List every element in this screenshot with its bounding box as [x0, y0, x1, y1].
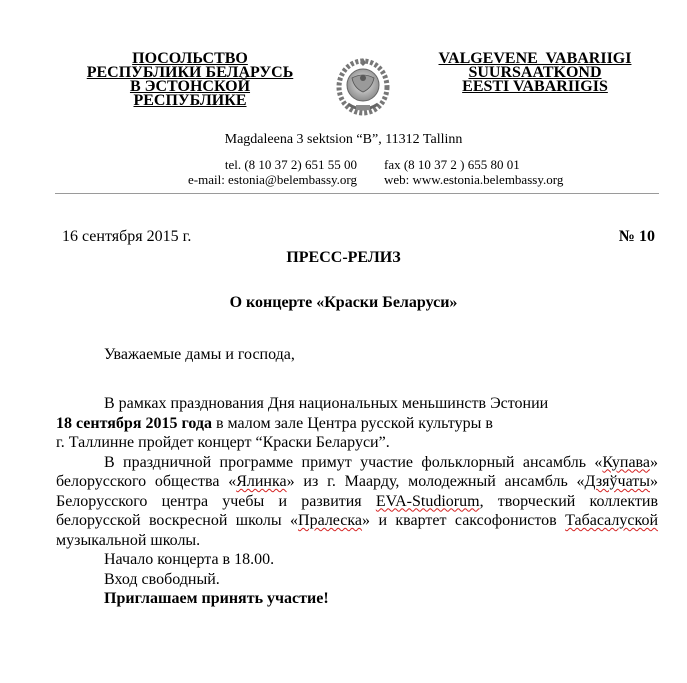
contact-left — [188, 157, 357, 187]
document-number: № 10 — [618, 228, 655, 245]
concert-start-time: Начало концерта в 18.00. — [104, 551, 275, 568]
press-release-subject: О концерте «Краски Беларуси» — [229, 294, 458, 311]
paragraph-intro — [56, 394, 658, 453]
center-name: EVA-Studiorum — [375, 492, 480, 510]
embassy-name-estonian — [420, 52, 650, 94]
press-release-title: ПРЕСС-РЕЛИЗ — [286, 249, 401, 266]
invitation: Приглашаем принять участие! — [104, 590, 329, 607]
header-divider — [55, 193, 659, 194]
program-text: » белорусского общества « — [56, 453, 658, 490]
city-text: г. Таллинне пройдет концерт “Краски Беларуси”. — [56, 434, 390, 451]
phone-number: tel. (8 10 37 2) 651 55 00 — [224, 157, 357, 172]
paragraph-program — [56, 453, 658, 551]
program-text: музыкальной школы. — [56, 531, 201, 549]
header-et-line: VALGEVENE VABARIIGI — [438, 50, 632, 67]
coat-of-arms-icon — [334, 54, 392, 118]
document-date: 16 сентября 2015 г. — [62, 228, 192, 245]
venue-text: в малом зале Центра русской культуры в — [211, 414, 493, 432]
header-ru-line: ПОСОЛЬСТВО — [132, 50, 248, 67]
salutation: Уважаемые дамы и господа, — [104, 346, 295, 363]
program-text: В праздничной программе примут участие фольклорный ансамбль « — [104, 453, 603, 471]
society-name: Ялинка — [236, 473, 287, 490]
website-address: web: www.estonia.belembassy.org — [384, 172, 564, 187]
concert-date: 18 сентября 2015 года — [56, 414, 212, 432]
fax-number: fax (8 10 37 2 ) 655 80 01 — [384, 157, 520, 172]
contact-right — [384, 157, 563, 187]
ensemble-name: Дзяўчаты — [584, 473, 650, 490]
press-release-body — [56, 394, 658, 609]
program-text: » и квартет саксофонистов — [362, 512, 566, 529]
collective-name: Пралеска — [298, 512, 363, 529]
embassy-address: Magdaleena 3 sektsion “B”, 11312 Tallinn — [224, 132, 463, 147]
intro-text: В рамках празднования Дня национальных меньшинств Эстонии — [104, 395, 549, 412]
header-et-line: SUURSAATKOND — [468, 64, 602, 81]
entry-info: Вход свободный. — [104, 570, 220, 588]
email-address: e-mail: estonia@belembassy.org — [187, 172, 357, 187]
ensemble-name: Купава — [602, 453, 650, 471]
header-ru-line: РЕСПУБЛИКЕ — [133, 92, 247, 109]
school-name: Табасалуской — [565, 512, 659, 529]
header-ru-line: РЕСПУБЛИКИ БЕЛАРУСЬ — [86, 64, 294, 81]
embassy-name-russian — [70, 52, 310, 108]
header-ru-line: В ЭСТОНСКОЙ — [129, 78, 251, 95]
program-text: , творческий коллектив белорусской воскресной школы « — [56, 492, 658, 529]
program-text: » Белорусского центра учебы и развития — [56, 473, 658, 510]
program-text: » из г. Маарду, молодежный ансамбль « — [286, 473, 585, 490]
header-et-line: EESTI VABARIIGIS — [462, 78, 608, 95]
